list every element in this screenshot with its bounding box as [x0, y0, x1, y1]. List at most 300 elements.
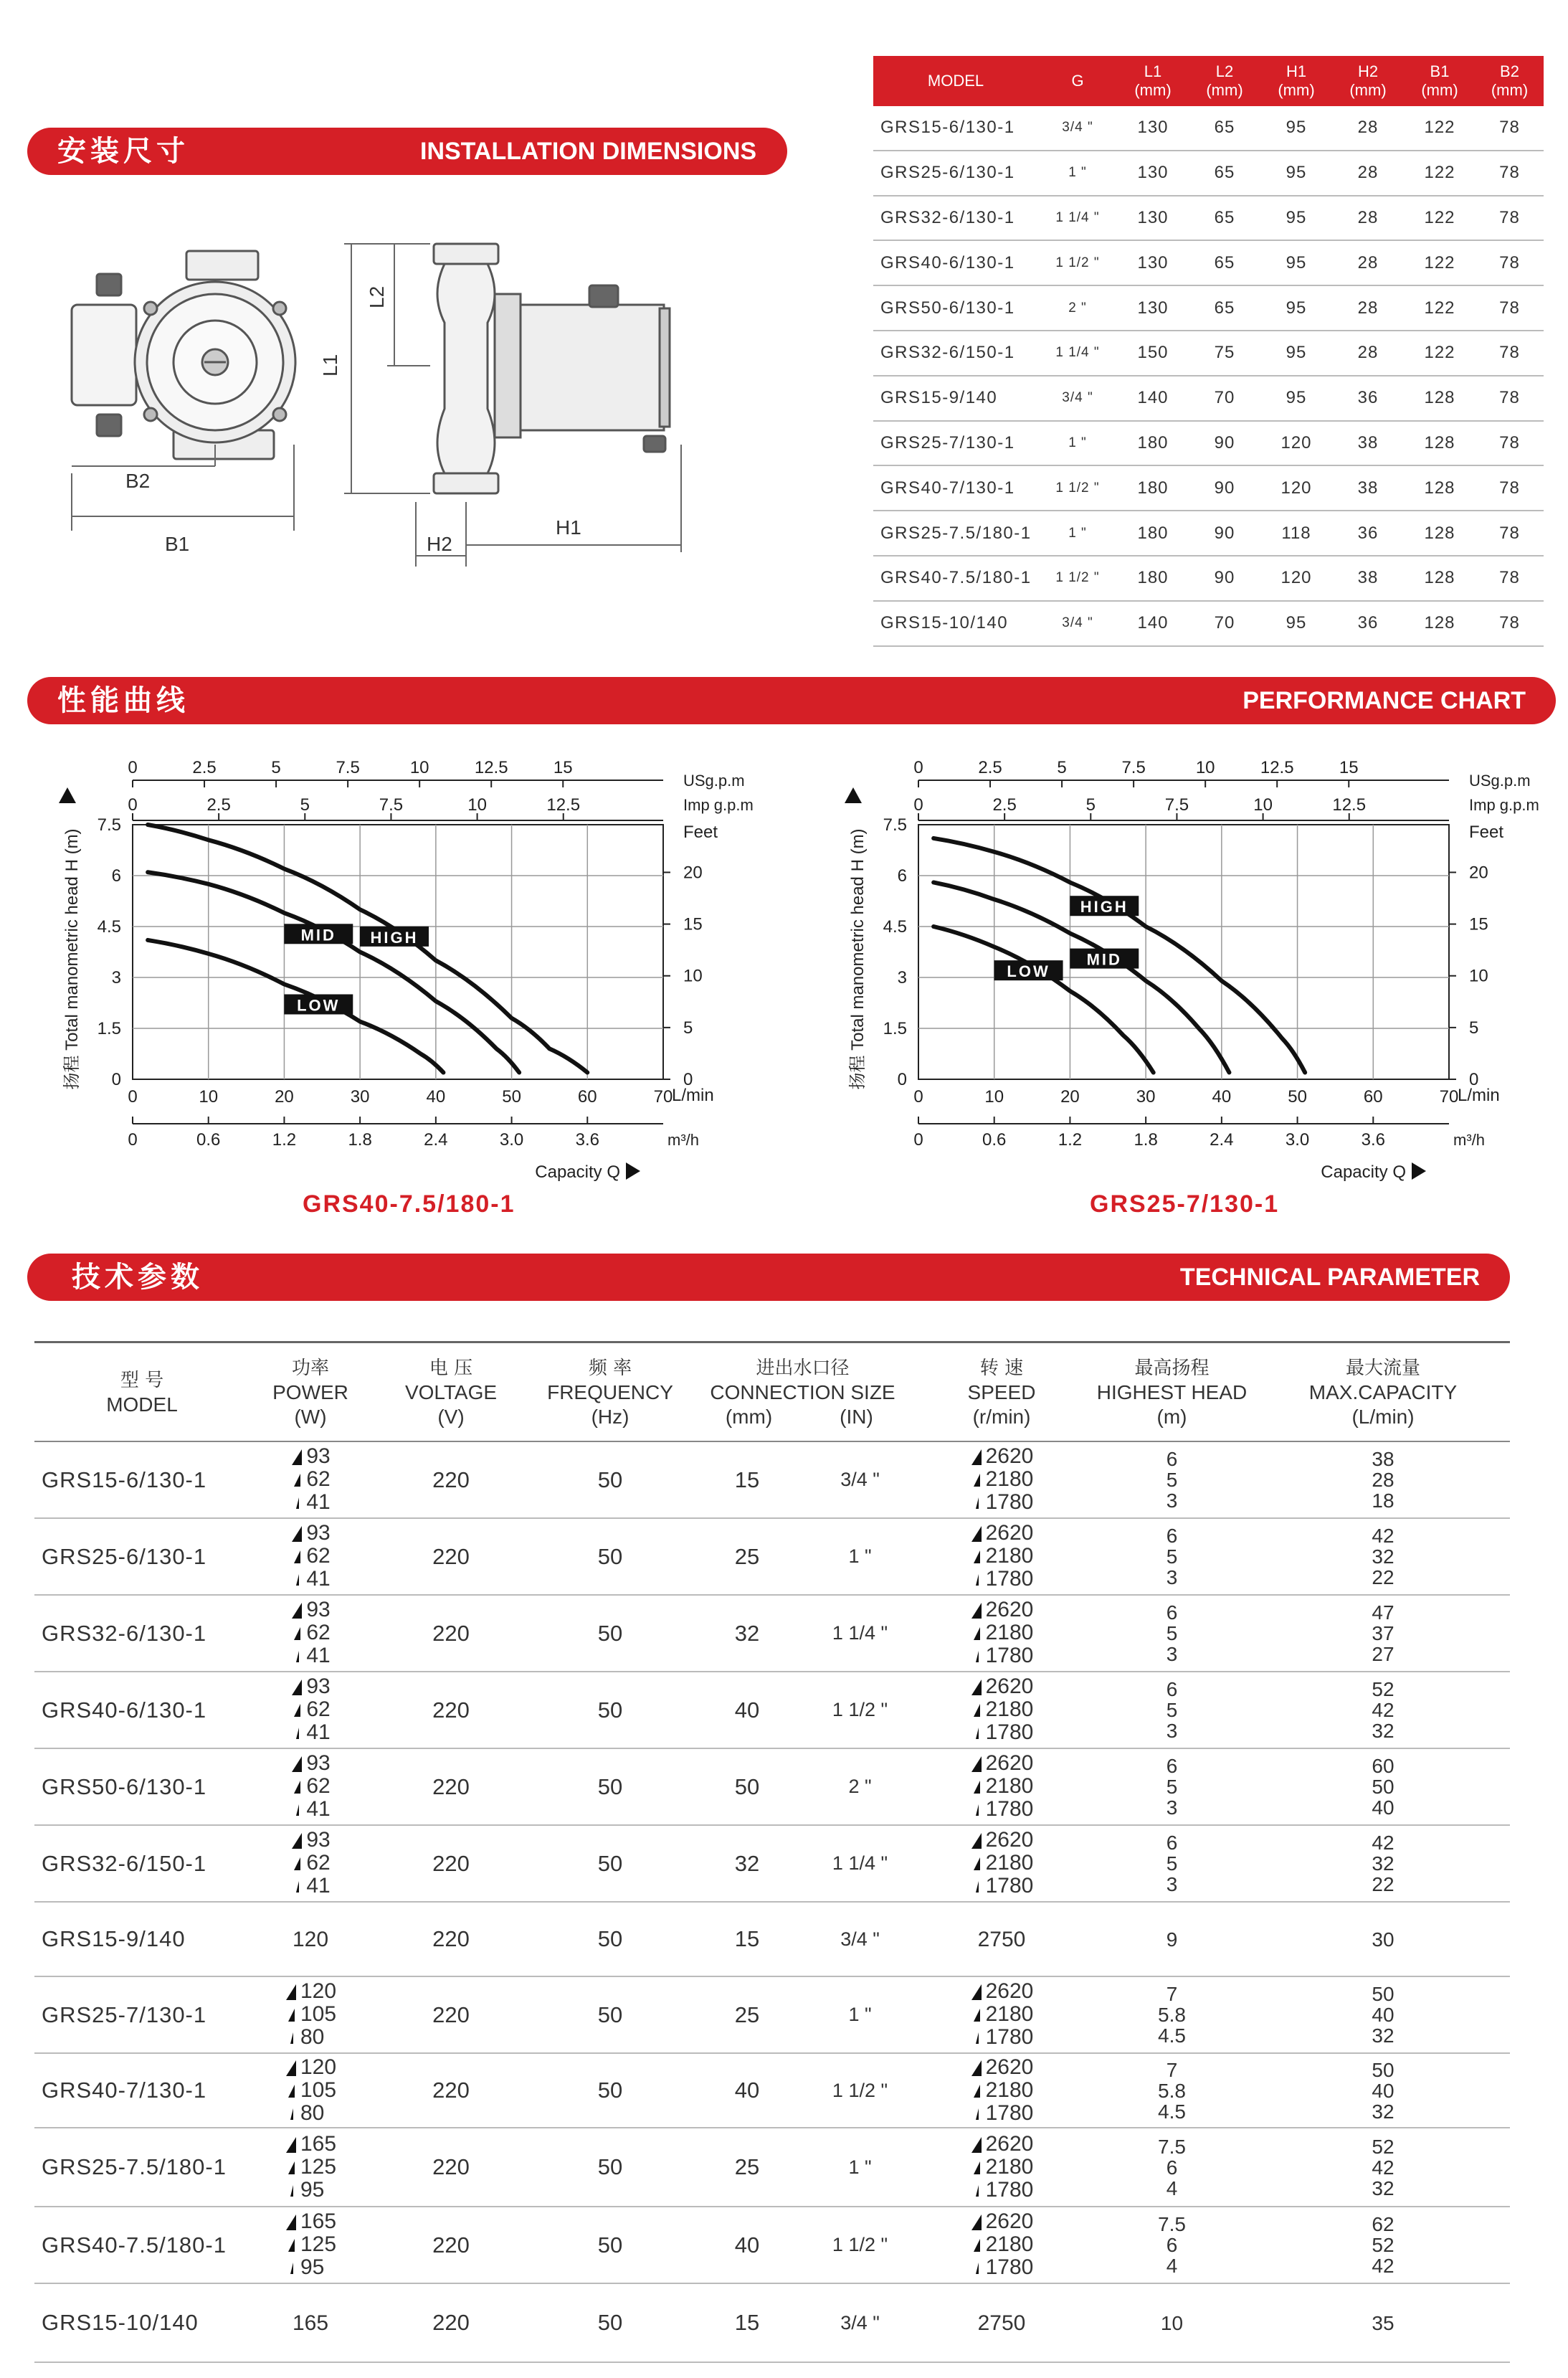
m3h-tick-label: 3.6	[575, 1130, 599, 1150]
head-list-value: 3	[1166, 1873, 1178, 1895]
series-label-high	[360, 927, 429, 947]
pump-drawing	[57, 229, 774, 588]
speed-list	[970, 1829, 1034, 1898]
cell-power	[250, 1825, 371, 1902]
y-axis-label: 扬程 Total manometric head H (m)	[62, 828, 82, 1090]
chart-title-grs25: GRS25-7/130-1	[1090, 1190, 1280, 1218]
dimension-cell: 36	[1332, 376, 1404, 421]
dim-b1-label: B1	[165, 533, 190, 555]
dimension-cell: 180	[1117, 421, 1189, 466]
cell-power	[250, 1441, 371, 1518]
dim-l2-label: L2	[366, 285, 388, 308]
dimension-cell: 128	[1404, 376, 1476, 421]
dimension-cell: 78	[1476, 196, 1544, 241]
speed-list-value: 2180	[970, 1698, 1034, 1721]
head-list-value: 10	[1160, 2311, 1184, 2334]
dimension-cell: 1 1/2 "	[1038, 465, 1117, 511]
dimension-cell: 90	[1189, 556, 1260, 601]
power-list-value: 120	[292, 1928, 329, 1951]
cell-power	[250, 1748, 371, 1825]
dimension-cell: 65	[1189, 151, 1260, 196]
dimension-row	[873, 376, 1544, 421]
power-list-value: 125	[285, 2233, 336, 2256]
dimension-cell: 36	[1332, 511, 1404, 556]
dimension-cell: GRS32-6/130-1	[873, 196, 1038, 241]
capacity-list	[1256, 2060, 1510, 2122]
dimension-cell: 95	[1260, 331, 1332, 376]
dimension-cell: 28	[1332, 106, 1404, 151]
impgpm-tick-label: 10	[1253, 795, 1273, 815]
power-list	[293, 1928, 328, 1951]
cell-head	[1088, 1976, 1256, 2053]
head-list-value: 5.8	[1158, 2079, 1186, 2102]
speed-list-value: 2620	[970, 2133, 1034, 2156]
power-list-value: 41	[290, 1721, 330, 1744]
capacity-list-value: 42	[1372, 2255, 1394, 2277]
capacity-list-value: 50	[1372, 2058, 1394, 2081]
cell-frequency: 50	[531, 1518, 690, 1595]
dimension-cell: 128	[1404, 421, 1476, 466]
dim-header-3: L2 (mm)	[1189, 56, 1260, 106]
dimension-cell: 122	[1404, 331, 1476, 376]
head-list	[1088, 2136, 1256, 2199]
impgpm-tick-label: 12.5	[1332, 795, 1367, 815]
impgpm-tick-label: 2.5	[992, 795, 1017, 815]
cell-head	[1088, 1595, 1256, 1672]
dimension-cell: 78	[1476, 376, 1544, 421]
lmin-tick-label: 20	[1060, 1087, 1080, 1107]
power-list-value: 93	[290, 1598, 330, 1621]
performance-chart-grs40	[43, 760, 789, 1190]
cell-speed	[916, 1976, 1088, 2053]
speed-list-value: 2180	[970, 1621, 1034, 1644]
m3h-unit-label: m³/h	[1453, 1131, 1485, 1149]
cell-power	[250, 2053, 371, 2128]
cell-head	[1088, 2207, 1256, 2283]
cell-frequency: 50	[531, 1672, 690, 1748]
speed-list-value: 2180	[970, 1468, 1034, 1491]
usgpm-tick-label: 2.5	[978, 760, 1002, 777]
dimension-cell: 1 "	[1038, 421, 1117, 466]
technical-row	[34, 1441, 1510, 1518]
speed-list	[970, 1522, 1034, 1591]
dimension-cell: 90	[1189, 421, 1260, 466]
dimension-cell: GRS40-6/130-1	[873, 240, 1038, 285]
head-list-value: 3	[1166, 1566, 1178, 1588]
head-list	[1088, 2214, 1256, 2276]
installation-title-en: INSTALLATION DIMENSIONS	[420, 138, 757, 165]
cell-connection-mm: 25	[690, 2128, 804, 2207]
power-list-value: 62	[290, 1621, 330, 1644]
performance-chart-grs25	[829, 760, 1568, 1190]
dimension-cell: 122	[1404, 285, 1476, 331]
power-list-value: 62	[290, 1545, 330, 1568]
capacity-list-value: 52	[1372, 2135, 1394, 2158]
cell-power	[250, 1976, 371, 2053]
lmin-tick-label: 0	[913, 1087, 923, 1107]
head-list	[1088, 1525, 1256, 1588]
speed-list	[970, 1980, 1034, 2049]
y-tick-label: 0	[897, 1070, 907, 1089]
speed-list-value: 1780	[970, 1875, 1034, 1898]
cell-connection-mm: 25	[690, 1976, 804, 2053]
head-list	[1088, 1602, 1256, 1664]
feet-tick-label: 0	[683, 1070, 693, 1089]
power-list	[285, 1980, 336, 2049]
head-list-value: 3	[1166, 1796, 1178, 1819]
power-list-value: 165	[285, 2133, 336, 2156]
impgpm-tick-label: 10	[467, 795, 487, 815]
capacity-list	[1256, 1525, 1510, 1588]
speed-list-value: 2180	[970, 2156, 1034, 2179]
technical-row	[34, 2283, 1510, 2362]
impgpm-tick-label: 0	[128, 795, 138, 815]
speed-list-value: 2180	[970, 1775, 1034, 1798]
capacity-list-value: 32	[1372, 2024, 1394, 2047]
cell-connection-in: 2 "	[804, 1748, 916, 1825]
cell-capacity	[1256, 1672, 1510, 1748]
installation-title-zh: 安装尺寸	[57, 135, 189, 168]
dimension-cell: 122	[1404, 240, 1476, 285]
m3h-tick-label: 0.6	[196, 1130, 221, 1150]
th-model: 型 号 MODEL	[34, 1342, 250, 1442]
dimension-cell: 1 1/4 "	[1038, 196, 1117, 241]
dimension-cell: 95	[1260, 151, 1332, 196]
cell-model: GRS25-7.5/180-1	[34, 2128, 250, 2207]
dimension-cell: 120	[1260, 421, 1332, 466]
cell-voltage: 220	[371, 1441, 531, 1518]
cell-connection-mm: 15	[690, 1902, 804, 1976]
dimension-cell: 36	[1332, 601, 1404, 646]
capacity-list-value: 40	[1372, 2004, 1394, 2026]
series-label-text: HIGH	[1080, 898, 1129, 916]
cell-connection-mm: 40	[690, 1672, 804, 1748]
dimension-cell: 28	[1332, 331, 1404, 376]
dimension-cell: 65	[1189, 106, 1260, 151]
capacity-list-value: 42	[1372, 1525, 1394, 1547]
power-list	[285, 2056, 336, 2125]
head-list-value: 6	[1166, 1832, 1178, 1854]
dimension-cell: 38	[1332, 556, 1404, 601]
head-list-value: 3	[1166, 1489, 1178, 1512]
lmin-tick-label: 40	[1212, 1087, 1232, 1107]
curve-low	[933, 927, 1154, 1073]
cell-speed	[916, 1595, 1088, 1672]
speed-list-value: 2620	[970, 1980, 1034, 2003]
dimension-cell: GRS40-7/130-1	[873, 465, 1038, 511]
feet-tick-label: 15	[1469, 914, 1488, 934]
y-tick-label: 7.5	[883, 815, 907, 835]
speed-list-value: 2620	[970, 2056, 1034, 2079]
cell-model: GRS32-6/150-1	[34, 1825, 250, 1902]
usgpm-tick-label: 5	[1057, 760, 1067, 777]
cell-voltage: 220	[371, 1518, 531, 1595]
head-list-value: 6	[1166, 1448, 1178, 1470]
lmin-unit-label: L/min	[1458, 1086, 1500, 1105]
cell-frequency: 50	[531, 2053, 690, 2128]
cell-speed	[916, 1902, 1088, 1976]
technical-row	[34, 1976, 1510, 2053]
capacity-list-value: 32	[1372, 2100, 1394, 2123]
dimension-cell: GRS15-6/130-1	[873, 106, 1038, 151]
cell-frequency: 50	[531, 1441, 690, 1518]
feet-tick-label: 10	[1469, 966, 1488, 986]
lmin-tick-label: 50	[1288, 1087, 1307, 1107]
capacity-list-value: 62	[1372, 2213, 1394, 2235]
capacity-list-value: 32	[1372, 1545, 1394, 1568]
cell-capacity	[1256, 2053, 1510, 2128]
feet-tick-label: 10	[683, 966, 703, 986]
head-list-value: 4.5	[1158, 2024, 1186, 2047]
th-speed: 转 速 SPEED (r/min)	[916, 1342, 1088, 1442]
head-list-value: 7.5	[1158, 2135, 1186, 2158]
dimension-cell: 2 "	[1038, 285, 1117, 331]
usgpm-tick-label: 2.5	[192, 760, 217, 777]
head-list-value: 3	[1166, 1643, 1178, 1665]
dimension-cell: 1 "	[1038, 511, 1117, 556]
dimension-row	[873, 106, 1544, 151]
head-list	[1088, 2313, 1256, 2334]
head-list-value: 5	[1166, 1622, 1178, 1644]
dimension-cell: GRS25-6/130-1	[873, 151, 1038, 196]
dim-header-7: B2 (mm)	[1476, 56, 1544, 106]
dimension-cell: 78	[1476, 106, 1544, 151]
speed-list	[970, 2133, 1034, 2202]
dimension-cell: 1 "	[1038, 151, 1117, 196]
speed-list	[970, 2210, 1034, 2279]
usgpm-tick-label: 10	[409, 760, 429, 777]
speed-list-value: 2750	[977, 1928, 1026, 1951]
th-voltage: 电 压 VOLTAGE (V)	[371, 1342, 531, 1442]
speed-list-value: 2180	[970, 2079, 1034, 2102]
capacity-list-value: 52	[1372, 2234, 1394, 2256]
cell-capacity	[1256, 2128, 1510, 2207]
m3h-tick-label: 1.8	[1134, 1130, 1158, 1150]
speed-list-value: 2180	[970, 2233, 1034, 2256]
capacity-list	[1256, 1756, 1510, 1818]
installation-banner	[27, 128, 787, 175]
usgpm-tick-label: 0	[913, 760, 923, 777]
capacity-list	[1256, 1449, 1510, 1511]
dimension-row	[873, 331, 1544, 376]
cell-connection-in: 1 1/4 "	[804, 1825, 916, 1902]
cell-model: GRS15-10/140	[34, 2283, 250, 2362]
m3h-tick-label: 2.4	[1210, 1130, 1234, 1150]
impgpm-unit-label: Imp g.p.m	[1469, 796, 1539, 814]
dimension-cell: 1 1/2 "	[1038, 556, 1117, 601]
cell-power	[250, 1902, 371, 1976]
dimension-cell: 1 1/2 "	[1038, 240, 1117, 285]
power-list-value: 95	[285, 2179, 336, 2202]
dimension-row	[873, 601, 1544, 646]
y-tick-label: 4.5	[883, 917, 907, 937]
cell-head	[1088, 2053, 1256, 2128]
usgpm-unit-label: USg.p.m	[683, 772, 745, 790]
feet-unit-label: Feet	[683, 823, 718, 842]
m3h-tick-label: 3.0	[499, 1130, 524, 1150]
series-label-mid	[1070, 949, 1139, 969]
dimension-cell: 122	[1404, 196, 1476, 241]
lmin-unit-label: L/min	[672, 1086, 714, 1105]
speed-list-value: 2620	[970, 1445, 1034, 1468]
usgpm-unit-label: USg.p.m	[1469, 772, 1531, 790]
power-list	[290, 1522, 330, 1591]
speed-list-value: 1780	[970, 2179, 1034, 2202]
cell-frequency: 50	[531, 1825, 690, 1902]
y-tick-label: 4.5	[97, 917, 121, 937]
head-arrow-icon	[845, 787, 862, 803]
cell-speed	[916, 2207, 1088, 2283]
head-list-value: 6	[1166, 1525, 1178, 1547]
dimension-cell: 128	[1404, 556, 1476, 601]
power-list-value: 125	[285, 2156, 336, 2179]
dimension-cell: 130	[1117, 285, 1189, 331]
power-list-value: 41	[290, 1798, 330, 1821]
cell-speed	[916, 2053, 1088, 2128]
power-list-value: 41	[290, 1491, 330, 1514]
cell-frequency: 50	[531, 1748, 690, 1825]
dimension-cell: 65	[1189, 196, 1260, 241]
cell-model: GRS40-6/130-1	[34, 1672, 250, 1748]
cell-capacity	[1256, 1518, 1510, 1595]
lmin-tick-label: 20	[275, 1087, 294, 1107]
cell-power	[250, 2283, 371, 2362]
technical-row	[34, 1518, 1510, 1595]
dimension-cell: 95	[1260, 240, 1332, 285]
cell-capacity	[1256, 1441, 1510, 1518]
dimension-cell: 28	[1332, 240, 1404, 285]
technical-title-en: TECHNICAL PARAMETER	[1179, 1264, 1480, 1291]
cell-connection-mm: 15	[690, 1441, 804, 1518]
technical-row	[34, 1672, 1510, 1748]
cell-model: GRS50-6/130-1	[34, 1748, 250, 1825]
dimension-cell: 90	[1189, 465, 1260, 511]
m3h-tick-label: 1.2	[1058, 1130, 1083, 1150]
usgpm-tick-label: 12.5	[1260, 760, 1294, 777]
cell-voltage: 220	[371, 1825, 531, 1902]
power-list	[290, 1445, 330, 1514]
dim-b2-label: B2	[125, 470, 151, 492]
technical-row	[34, 1595, 1510, 1672]
speed-list-value: 1780	[970, 2102, 1034, 2125]
head-list-value: 6	[1166, 1678, 1178, 1700]
capacity-list-value: 42	[1372, 2156, 1394, 2179]
speed-list	[978, 2312, 1026, 2335]
y-tick-label: 7.5	[97, 815, 121, 835]
speed-list-value: 2180	[970, 1852, 1034, 1875]
dimension-cell: 28	[1332, 151, 1404, 196]
power-list-value: 93	[290, 1829, 330, 1852]
dimension-cell: 128	[1404, 465, 1476, 511]
power-list-value: 165	[285, 2210, 336, 2233]
dimension-row	[873, 556, 1544, 601]
series-label-text: MID	[1086, 950, 1122, 969]
feet-tick-label: 0	[1469, 1070, 1479, 1089]
series-label-text: HIGH	[370, 928, 419, 947]
m3h-tick-label: 0.6	[982, 1130, 1007, 1150]
capacity-arrow-icon	[626, 1162, 640, 1180]
head-list	[1088, 1984, 1256, 2046]
cell-head	[1088, 1672, 1256, 1748]
cell-head	[1088, 1748, 1256, 1825]
power-list-value: 95	[285, 2256, 336, 2279]
technical-banner	[27, 1254, 1510, 1301]
usgpm-tick-label: 0	[128, 760, 138, 777]
th-connection: 进出水口径 CONNECTION SIZE (mm) (IN)	[690, 1342, 916, 1442]
dim-header-5: H2 (mm)	[1332, 56, 1404, 106]
capacity-list-value: 42	[1372, 1699, 1394, 1721]
cell-voltage: 220	[371, 2207, 531, 2283]
series-label-text: LOW	[1007, 962, 1050, 981]
power-list	[293, 2312, 328, 2335]
lmin-tick-label: 60	[577, 1087, 597, 1107]
cell-head	[1088, 1518, 1256, 1595]
speed-list-value: 2180	[970, 2003, 1034, 2026]
cell-capacity	[1256, 1902, 1510, 1976]
cell-head	[1088, 1441, 1256, 1518]
head-list-value: 6	[1166, 2156, 1178, 2179]
cell-model: GRS32-6/130-1	[34, 1595, 250, 1672]
m3h-unit-label: m³/h	[667, 1131, 699, 1149]
capacity-list	[1256, 1984, 1510, 2046]
lmin-tick-label: 30	[1136, 1087, 1156, 1107]
cell-voltage: 220	[371, 1976, 531, 2053]
technical-row	[34, 1825, 1510, 1902]
capacity-list	[1256, 2214, 1510, 2276]
power-list-value: 120	[285, 2056, 336, 2079]
head-list	[1088, 1832, 1256, 1895]
m3h-tick-label: 3.0	[1285, 1130, 1310, 1150]
cell-capacity	[1256, 2283, 1510, 2362]
cell-speed	[916, 2128, 1088, 2207]
cell-connection-in: 3/4 "	[804, 2283, 916, 2362]
y-axis-label: 扬程 Total manometric head H (m)	[848, 828, 868, 1090]
dimension-cell: 90	[1189, 511, 1260, 556]
dimension-cell: 95	[1260, 106, 1332, 151]
technical-table-body	[34, 1441, 1510, 2362]
capacity-list	[1256, 2136, 1510, 2199]
cell-connection-mm: 50	[690, 1748, 804, 1825]
dimension-cell: 78	[1476, 556, 1544, 601]
dimension-cell: GRS32-6/150-1	[873, 331, 1038, 376]
dimension-cell: 3/4 "	[1038, 106, 1117, 151]
power-list	[290, 1829, 330, 1898]
dimension-cell: 38	[1332, 421, 1404, 466]
speed-list-value: 1780	[970, 2026, 1034, 2049]
power-list-value: 62	[290, 1698, 330, 1721]
cell-speed	[916, 2283, 1088, 2362]
dimension-cell: 65	[1189, 240, 1260, 285]
head-list-value: 7	[1166, 1983, 1178, 2005]
cell-capacity	[1256, 2207, 1510, 2283]
head-list	[1088, 1929, 1256, 1950]
head-list-value: 5	[1166, 1545, 1178, 1568]
dimension-cell: 122	[1404, 151, 1476, 196]
power-list-value: 41	[290, 1644, 330, 1667]
dimension-cell: 78	[1476, 511, 1544, 556]
curve-mid	[148, 872, 519, 1072]
dimension-header-row	[873, 56, 1544, 106]
m3h-tick-label: 1.2	[272, 1130, 297, 1150]
dimension-cell: 78	[1476, 601, 1544, 646]
capacity-list-value: 37	[1372, 1622, 1394, 1644]
capacity-list-value: 32	[1372, 1720, 1394, 1742]
speed-list-value: 2620	[970, 1829, 1034, 1852]
power-list-value: 93	[290, 1522, 330, 1545]
head-list-value: 6	[1166, 1601, 1178, 1624]
cell-connection-mm: 15	[690, 2283, 804, 2362]
th-capacity: 最大流量 MAX.CAPACITY (L/min)	[1256, 1342, 1510, 1442]
